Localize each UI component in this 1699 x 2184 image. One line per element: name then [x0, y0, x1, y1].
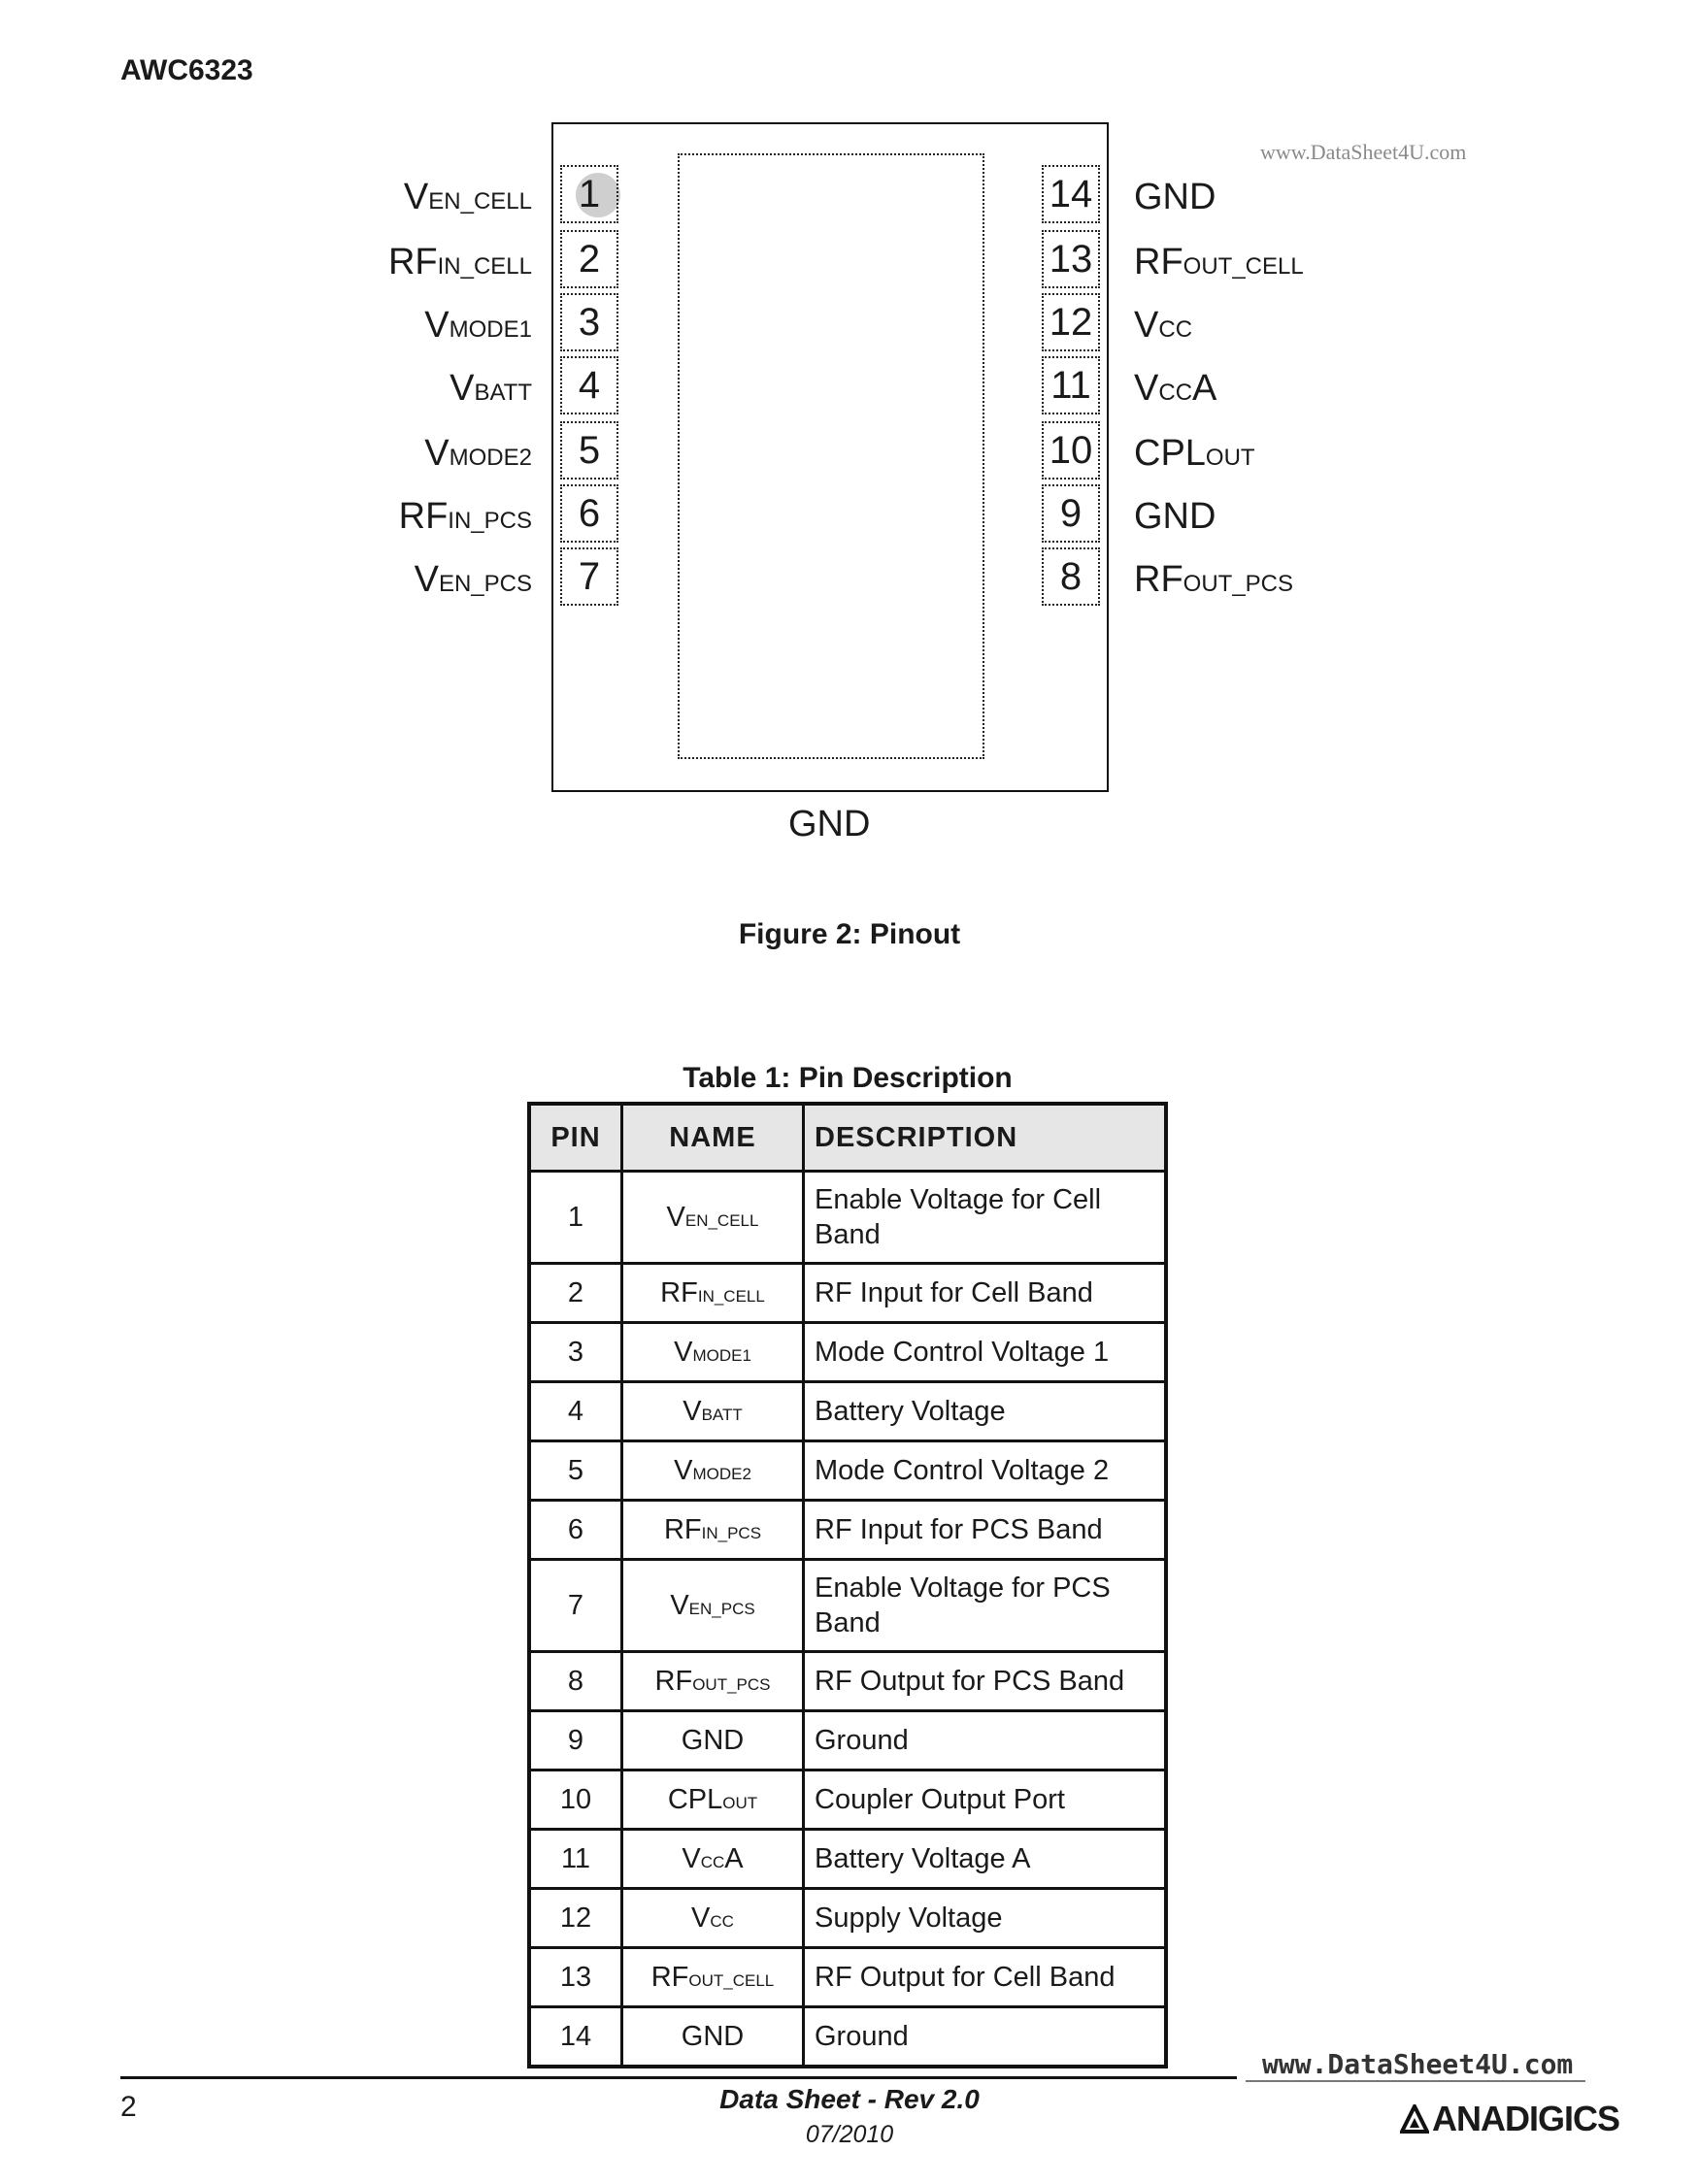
pin-label-main: CPL [1134, 433, 1206, 474]
pin-pad-14 [1042, 165, 1100, 223]
table-row [529, 1652, 1166, 1711]
table-row [529, 1441, 1166, 1501]
pin-pad-13 [1042, 230, 1100, 288]
pin-label-11 [1134, 370, 1216, 407]
pin-label-subscript: MODE1 [449, 316, 532, 343]
cell-name [622, 1382, 804, 1441]
pin-pad-7 [560, 547, 618, 606]
cell-name [622, 1501, 804, 1560]
pin-label-8 [1134, 561, 1293, 598]
pin-label-main: V [424, 305, 450, 346]
cell-name [622, 1560, 804, 1652]
pin-label-3 [424, 307, 532, 344]
pin-label-2 [388, 244, 532, 281]
bottom-gnd-label: GND [788, 804, 871, 844]
pin-pad-2 [560, 230, 618, 288]
table-row [529, 1889, 1166, 1948]
cell-pin: 6 [529, 1501, 622, 1560]
table-row [529, 1830, 1166, 1889]
footer-rule [120, 2076, 1237, 2079]
pin-label-subscript: CC [1158, 316, 1193, 343]
anadigics-logo [1400, 2099, 1619, 2139]
pin-label-subscript: OUT [1205, 445, 1255, 471]
pin-number: 9 [1059, 492, 1083, 535]
name-subscript: OUT_CELL [688, 1970, 775, 1990]
cell-name [622, 1889, 804, 1948]
pin-label-7 [415, 561, 532, 598]
name-subscript: BATT [701, 1405, 743, 1424]
cell-name [622, 1264, 804, 1323]
cell-pin: 13 [529, 1948, 622, 2007]
pin-description-table [527, 1102, 1168, 2068]
name-subscript: CC [710, 1911, 734, 1931]
header-pin: PIN [529, 1104, 622, 1172]
name-main: V [666, 1201, 685, 1233]
table-row [529, 1172, 1166, 1264]
pin-number: 3 [578, 301, 601, 344]
logo-text: ANADIGICS [1432, 2099, 1620, 2138]
name-subscript: MODE2 [692, 1464, 751, 1483]
pin-label-main: RF [387, 242, 438, 282]
cell-name [622, 1770, 804, 1830]
cell-description: Coupler Output Port [804, 1770, 1167, 1830]
pin-number: 2 [578, 238, 601, 281]
cell-pin: 3 [529, 1323, 622, 1382]
cell-description: Battery Voltage A [804, 1830, 1167, 1889]
pin-label-13 [1134, 244, 1304, 281]
logo-triangle-icon [1400, 2104, 1429, 2134]
cell-name [622, 2007, 804, 2068]
name-main: CPL [667, 1783, 723, 1815]
cell-pin: 11 [529, 1830, 622, 1889]
name-main: V [691, 1902, 711, 1934]
name-subscript: IN_PCS [701, 1523, 762, 1542]
pin-number: 12 [1049, 301, 1093, 344]
pin-number: 7 [578, 555, 601, 598]
name-main: V [674, 1336, 693, 1368]
pin-label-main: GND [1134, 177, 1216, 217]
pin-label-main: V [403, 177, 429, 217]
pin-label-subscript: EN_PCS [438, 571, 532, 597]
name-subscript: MODE1 [692, 1345, 751, 1365]
table-row [529, 1560, 1166, 1652]
pin-label-main: V [414, 559, 439, 600]
name-main: GND [681, 2020, 745, 2052]
watermark-bottom[interactable]: www.DataSheet4U.com [1262, 2048, 1574, 2080]
table-header-row [529, 1104, 1166, 1172]
cell-description [804, 1172, 1167, 1264]
cell-name [622, 1830, 804, 1889]
name-main: V [674, 1454, 693, 1486]
description-line-1: Enable Voltage for Cell [815, 1183, 1102, 1215]
pin-label-main: GND [1134, 496, 1216, 537]
table-row [529, 1948, 1166, 2007]
pin-label-subscript: OUT_PCS [1183, 571, 1294, 597]
pin-pad-4 [560, 356, 618, 414]
table-row [529, 2007, 1166, 2068]
description-line-2: Band [815, 1607, 881, 1638]
pin-label-subscript: BATT [474, 380, 532, 406]
description-line-1: Enable Voltage for PCS [815, 1572, 1111, 1604]
cell-name [622, 1948, 804, 2007]
cell-description [804, 1560, 1167, 1652]
name-subscript: OUT [722, 1793, 758, 1812]
pin-label-9 [1134, 498, 1216, 535]
cell-description: RF Input for Cell Band [804, 1264, 1167, 1323]
pin-label-subscript: IN_CELL [437, 253, 532, 280]
pin-pad-5 [560, 421, 618, 480]
header-name: NAME [622, 1104, 804, 1172]
pin-pad-6 [560, 484, 618, 543]
cell-pin: 10 [529, 1770, 622, 1830]
page-number: 2 [120, 2091, 137, 2123]
table-row [529, 1382, 1166, 1441]
pin-label-main: V [1134, 368, 1159, 409]
cell-name [622, 1711, 804, 1770]
pin-number: 5 [578, 429, 601, 472]
pin-number: 13 [1049, 238, 1093, 281]
table-row [529, 1770, 1166, 1830]
pin-label-main: RF [1134, 559, 1183, 600]
pin-number: 6 [578, 492, 601, 535]
pin-label-5 [424, 435, 532, 472]
watermark-top[interactable]: www.DataSheet4U.com [1260, 140, 1467, 164]
name-main: V [682, 1842, 701, 1874]
name-suffix: A [724, 1842, 744, 1874]
name-subscript: EN_CELL [684, 1210, 759, 1230]
pin-label-main: V [424, 433, 450, 474]
name-subscript: CC [700, 1852, 725, 1871]
pin-label-6 [399, 498, 532, 535]
table-row [529, 1711, 1166, 1770]
pin-label-10 [1134, 435, 1255, 472]
pin-label-main: V [450, 368, 475, 409]
cell-pin: 7 [529, 1560, 622, 1652]
cell-pin: 8 [529, 1652, 622, 1711]
name-main: V [683, 1395, 702, 1427]
pin-label-subscript: IN_PCS [448, 508, 532, 534]
description-line-2: Band [815, 1219, 881, 1250]
cell-pin: 14 [529, 2007, 622, 2068]
cell-pin: 12 [529, 1889, 622, 1948]
footer-date: 07/2010 [805, 2121, 894, 2148]
cell-name [622, 1652, 804, 1711]
cell-name [622, 1172, 804, 1264]
pin-number: 14 [1049, 173, 1093, 215]
pin-pad-12 [1042, 293, 1100, 351]
cell-pin: 1 [529, 1172, 622, 1264]
cell-description: Ground [804, 1711, 1167, 1770]
pin-number: 1 [578, 173, 601, 215]
pin-label-1 [404, 179, 532, 215]
pin-pad-10 [1042, 421, 1100, 480]
pin-pad-1 [560, 165, 618, 223]
name-main: GND [681, 1724, 745, 1756]
figure-caption: Figure 2: Pinout [738, 918, 961, 950]
pin-number: 8 [1059, 555, 1083, 598]
table-row [529, 1264, 1166, 1323]
pin-label-subscript: OUT_CELL [1183, 253, 1304, 280]
pin-label-main: RF [398, 496, 449, 537]
cell-description: Mode Control Voltage 1 [804, 1323, 1167, 1382]
die-outline [678, 153, 984, 759]
cell-description: RF Input for PCS Band [804, 1501, 1167, 1560]
cell-description: RF Output for Cell Band [804, 1948, 1167, 2007]
cell-description: Mode Control Voltage 2 [804, 1441, 1167, 1501]
pin-pad-3 [560, 293, 618, 351]
pin-label-4 [450, 370, 532, 407]
part-number: AWC6323 [120, 54, 253, 86]
cell-pin: 2 [529, 1264, 622, 1323]
pin-label-subscript: MODE2 [449, 445, 532, 471]
pin-label-main: RF [1134, 242, 1183, 282]
pin-label-12 [1134, 307, 1192, 344]
name-main: RF [654, 1665, 693, 1697]
cell-name [622, 1323, 804, 1382]
pin-label-main: V [1134, 305, 1159, 346]
table-caption: Table 1: Pin Description [683, 1062, 1013, 1094]
name-main: V [670, 1589, 689, 1621]
name-subscript: EN_PCS [688, 1599, 755, 1618]
name-main: RF [660, 1276, 698, 1308]
cell-pin: 9 [529, 1711, 622, 1770]
cell-description: Ground [804, 2007, 1167, 2068]
pin-pad-11 [1042, 356, 1100, 414]
watermark-underline [1246, 2080, 1585, 2082]
pin-pad-9 [1042, 484, 1100, 543]
pin-number: 10 [1049, 429, 1093, 472]
footer-title: Data Sheet - Rev 2.0 [719, 2084, 980, 2114]
cell-pin: 5 [529, 1441, 622, 1501]
pin-label-14 [1134, 179, 1216, 215]
name-subscript: OUT_PCS [692, 1674, 771, 1694]
pin-number: 11 [1050, 364, 1091, 407]
pin-pad-8 [1042, 547, 1100, 606]
name-main: RF [663, 1513, 702, 1545]
cell-name [622, 1441, 804, 1501]
pin-label-suffix: A [1192, 368, 1217, 409]
table-row [529, 1323, 1166, 1382]
table-row [529, 1501, 1166, 1560]
header-description: DESCRIPTION [804, 1104, 1167, 1172]
pin-label-subscript: CC [1158, 380, 1193, 406]
cell-pin: 4 [529, 1382, 622, 1441]
cell-description: Battery Voltage [804, 1382, 1167, 1441]
name-main: RF [650, 1961, 689, 1993]
cell-description: RF Output for PCS Band [804, 1652, 1167, 1711]
pin-number: 4 [578, 364, 601, 407]
pin-label-subscript: EN_CELL [428, 188, 532, 215]
name-subscript: IN_CELL [697, 1286, 765, 1306]
cell-description: Supply Voltage [804, 1889, 1167, 1948]
